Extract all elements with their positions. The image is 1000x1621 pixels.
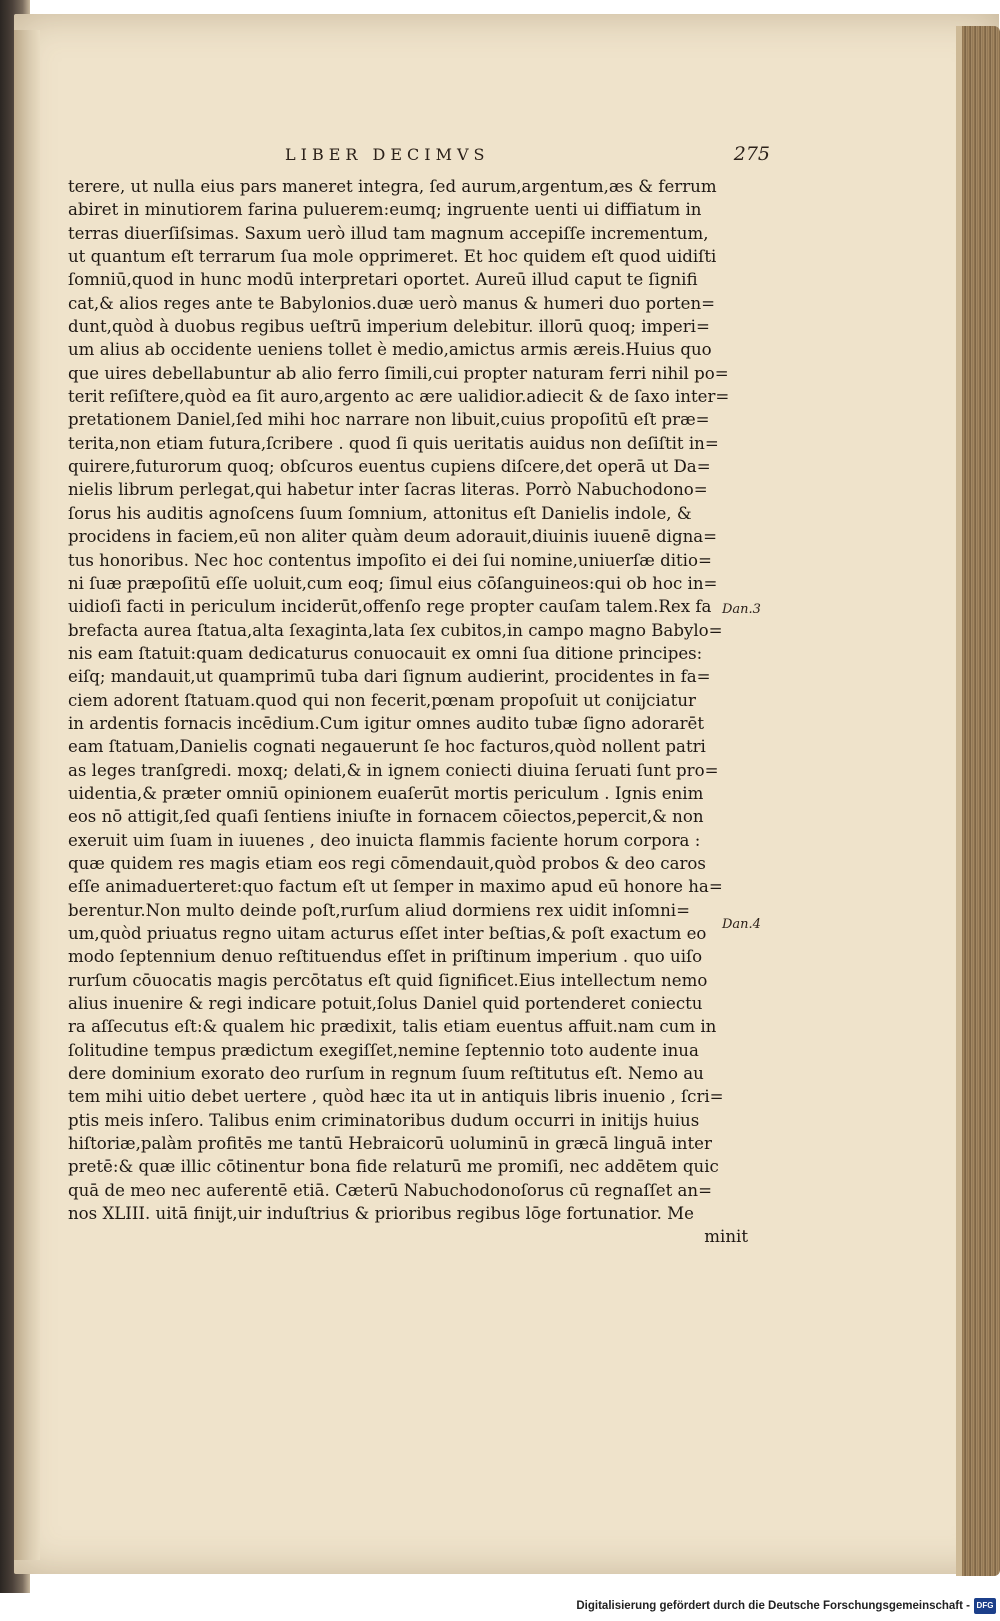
text-line: terita,non etiam futura,ſcribere . quod ſi quis ueritatis auidus non deſiſtit in= [68,433,719,453]
text-line: que uires debellabuntur ab alio ferro ſimili,cui propter naturam ferri nihil po= [68,363,729,383]
text-line: ſolitudine tempus prædictum exegiſſet,nemine ſeptennio toto audente inua [68,1040,699,1060]
text-line: quā de meo nec auferentē etiā. Cæterū Nabuchodonoſorus cū regnaſſet an= [68,1180,713,1200]
text-line: modo ſeptennium denuo reſtituendus eſſet in priſtinum imperium . quo uiſo [68,947,703,967]
text-line: quæ quidem res magis etiam eos regi cōmendauit,quòd probos & deo caros [68,853,706,873]
page-header [70,143,770,173]
text-line: hiſtoriæ,palàm profitēs me tantū Hebraicorū uoluminū in græcā linguā inter [68,1134,712,1154]
dfg-logo: DFG [974,1598,996,1614]
text-line: ptis meis inſero. Talibus enim criminatoribus dudum occurri in initijs huius [68,1110,700,1130]
text-line: dunt,quòd à duobus regibus ueſtrū imperium delebitur. illorū quoq; imperi= [68,317,710,337]
margin-note-dan3: Dan.3 [722,602,761,617]
running-title: LIBER DECIMVS [285,145,490,164]
page-stack-edges [962,26,1000,1576]
text-line: abiret in minutiorem farina puluerem:eumq; ingruente uenti ui diffiatum in [68,200,702,220]
footer-bar [0,1593,1000,1621]
text-line: uidentia,& præter omniū opinionem euaſerūt mortis periculum . Ignis enim [68,783,704,803]
text-line: ſorus his auditis agnoſcens ſuum ſomnium, attonitus eſt Danielis indole, & [68,503,692,523]
text-line: berentur.Non multo deinde poſt,rurſum aliud dormiens rex uidit inſomni= [68,900,690,920]
text-line: ciem adorent ſtatuam.quod qui non fecerit,pœnam propoſuit ut conijciatur [68,690,696,710]
margin-note-dan4: Dan.4 [722,917,761,932]
text-line: procidens in faciem,eū non aliter quàm deum adorauit,diuinis iuuenē digna= [68,527,718,547]
text-line: alius inuenire & regi indicare potuit,ſolus Daniel quid portenderet coniectu [68,994,703,1014]
body-text [68,175,748,1249]
text-line: pretē:& quæ illic cōtinentur bona fide relaturū me promiſi, nec addētem quic [68,1157,719,1177]
text-line: quirere,futurorum quoq; obſcuros euentus cupiens diſcere,det operā ut Da= [68,457,711,477]
text-line: as leges tranſgredi. moxq; delati,& in ignem coniecti diuina ſeruati ſunt pro= [68,760,719,780]
text-line: tus honoribus. Nec hoc contentus impoſito ei dei ſui nomine,uniuerſæ ditio= [68,550,712,570]
digitization-credit: Digitalisierung gefördert durch die Deutsche Forschungsgemeinschaft - [576,1600,970,1612]
text-line: terras diuerſiſsimas. Saxum uerò illud tam magnum accepiſſe incrementum, [68,223,709,243]
page-number: 275 [733,143,770,165]
text-line: dere dominium exorato deo rurſum in regnum ſuum reſtitutus eſt. Nemo au [68,1064,704,1084]
text-line: cat,& alios reges ante te Babylonios.duæ uerò manus & humeri duo porten= [68,293,716,313]
text-line: eos nō attigit,ſed quaſi ſentiens iniuſte in fornacem cōiectos,pepercit,& non [68,807,704,827]
text-line: ſomniū,quod in hunc modū interpretari oportet. Aureū illud caput te ſignifi [68,270,698,290]
text-line: eſſe animaduerteret:quo factum eſt ut ſemper in maximo apud eū honore ha= [68,877,723,897]
text-line: pretationem Daniel,ſed mihi hoc narrare non libuit,cuius propoſitū eſt præ= [68,410,710,430]
text-line: eam ſtatuam,Danielis cognati negauerunt ſe hoc facturos,quòd nollent patri [68,737,706,757]
text-line: nielis librum perlegat,qui habetur inter ſacras literas. Porrò Nabuchodono= [68,480,708,500]
text-line: brefacta aurea ſtatua,alta ſexaginta,lata ſex cubitos,in campo magno Babylo= [68,620,723,640]
text-line: terit reſiſtere,quòd ea ſit auro,argento ac ære ualidior.adiecit & de ſaxo inter= [68,387,730,407]
text-line: ut quantum eſt terrarum ſua mole opprimeret. Et hoc quidem eſt quod uidiſti [68,247,717,267]
text-line: ra aſſecutus eſt:& qualem hic prædixit, talis etiam euentus affuit.nam cum in [68,1017,717,1037]
text-line: uidioſi facti in periculum inciderūt,offenſo rege propter cauſam talem.Rex fa [68,597,712,617]
text-line: exeruit uim ſuam in iuuenes , deo inuicta flammis faciente horum corpora : [68,830,701,850]
text-line: um,quòd priuatus regno uitam acturus eſſet inter beſtias,& poſt exactum eo [68,924,707,943]
text-line: ni ſuæ præpoſitū eſſe uoluit,cum eoq; ſimul eius cōſanguineos:qui ob hoc in= [68,573,718,593]
text-line: rurſum cōuocatis magis percōtatus eſt quid ſignificet.Eius intellectum nemo [68,970,708,990]
text-line: eiſq; mandauit,ut quamprimū tuba dari ſignum audierint, procidentes in fa= [68,667,711,687]
text-line: nos XLIII. uitā finijt,uir induſtrius & prioribus regibus lōge fortunatior. Me [68,1204,694,1224]
text-line: in ardentis fornacis incēdium.Cum igitur omnes audito tubæ ſigno adorarēt [68,713,705,733]
text-line: terere, ut nulla eius pars maneret integra, ſed aurum,argentum,æs & ferrum [68,177,717,196]
text-line: um alius ab occidente ueniens tollet è medio,amictus armis æreis.Huius quo [68,340,712,360]
text-line: tem mihi uitio debet uertere , quòd hæc ita ut in antiquis libris inuenio , ſcri= [68,1087,724,1107]
text-line: nis eam ſtatuit:quam dedicaturus conuocauit ex omni ſua ditione principes: [68,643,703,663]
facing-page-strip [14,30,40,1560]
text-line: minit [704,1227,748,1247]
